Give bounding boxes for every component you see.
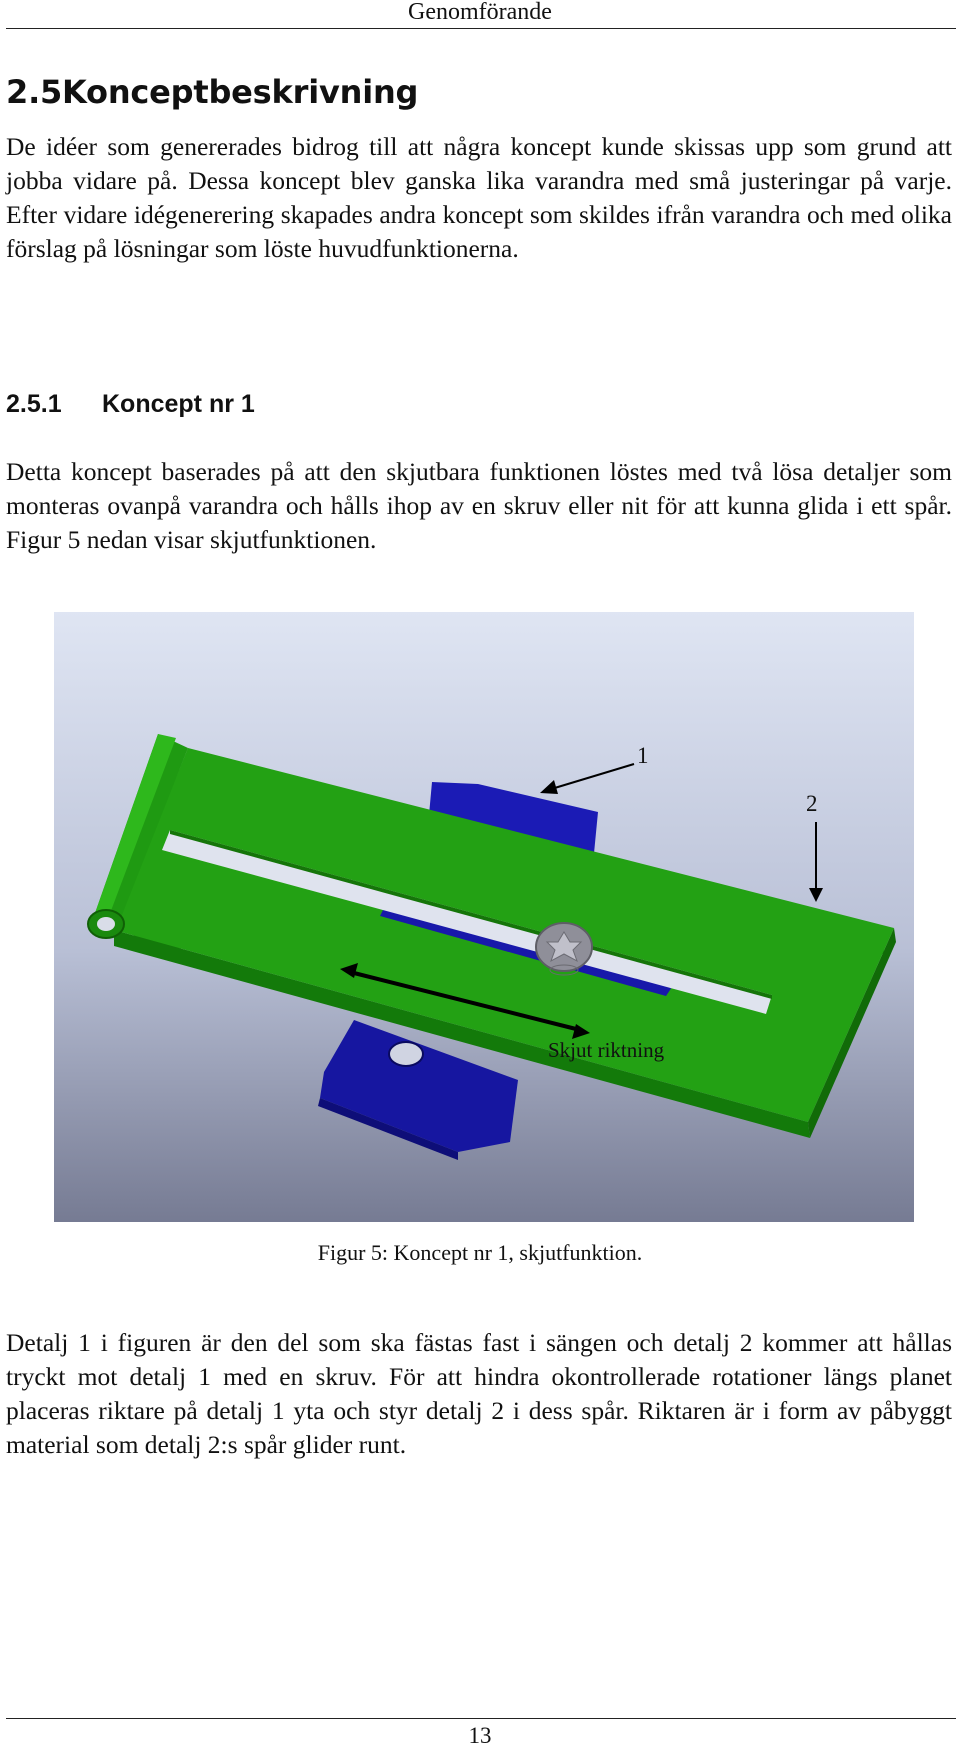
detail-paragraph: Detalj 1 i figuren är den del som ska fästas fast i sängen och detalj 2 kommer att hållas tryckt mot detalj 1 med en skruv. För att hindra okontrollerade rotationer längs planet placeras riktare på detalj 1 yta och styr detalj 2 i dess spår. Riktaren är i form av påbyggt material som detalj 2:s spår glider runt. xyxy=(6,1328,952,1459)
concept-paragraph: Detta koncept baserades på att den skjutbara funktionen löstes med två lösa detaljer som monteras ovanpå varandra och hålls ihop av en skruv eller nit för att kunna glida i ett spår. Figur 5 nedan visar skjutfunktionen. xyxy=(6,457,952,554)
figure-5-cad-render xyxy=(54,612,914,1222)
page-header-title: Genomförande xyxy=(408,0,552,25)
subsection-number: 2.5.1 xyxy=(6,390,62,418)
figure-label-2: 2 xyxy=(806,791,818,816)
section-title: Konceptbeskrivning xyxy=(62,73,419,111)
figure-caption: Figur 5: Koncept nr 1, skjutfunktion. xyxy=(317,1240,643,1265)
direction-label: Skjut riktning xyxy=(548,1038,665,1062)
blue-part-hole xyxy=(389,1042,423,1066)
subsection-title: Koncept nr 1 xyxy=(102,390,255,418)
intro-paragraph: De idéer som genererades bidrog till att några koncept kunde skissas upp som grund att jobba vidare på. Dessa koncept blev ganska lika varandra med små justeringar på varje. Efter vidare idégenerering skapades andra koncept som skildes ifrån varandra och med olika förslag på lösningar som löste huvudfunktionerna. xyxy=(6,132,952,263)
header-rule xyxy=(6,28,956,29)
hinge-hole xyxy=(97,917,115,931)
page-number: 13 xyxy=(468,1723,492,1748)
footer-rule xyxy=(6,1718,956,1719)
cad-render-svg xyxy=(54,612,914,1222)
figure-label-1: 1 xyxy=(637,743,649,768)
section-heading xyxy=(6,72,418,112)
section-number: 2.5 xyxy=(6,73,63,111)
subsection-heading xyxy=(6,388,255,420)
